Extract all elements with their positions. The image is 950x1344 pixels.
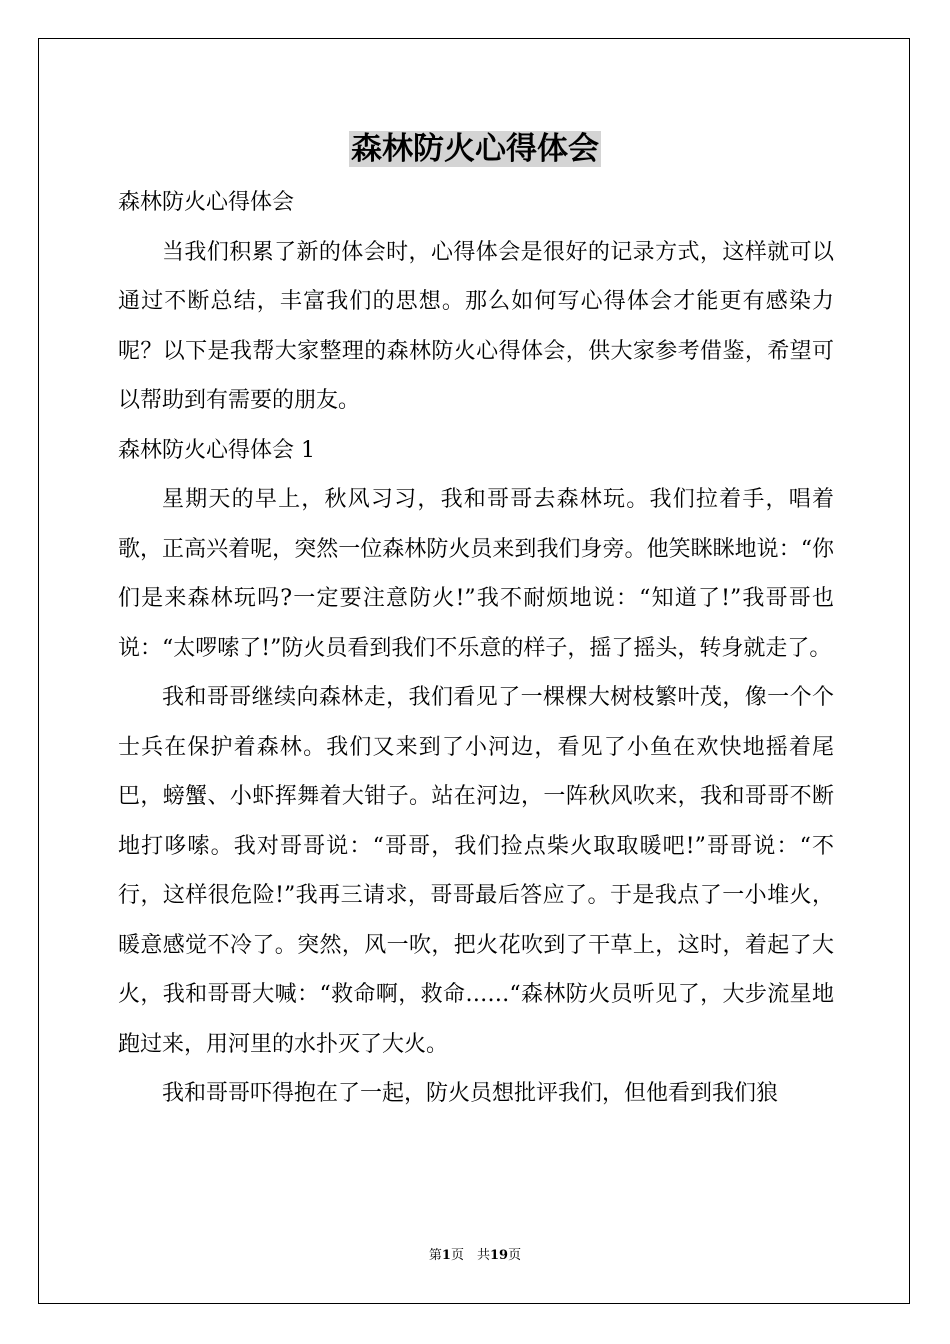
page-number-prefix: 第 xyxy=(428,1248,442,1263)
page-number-mid: 页 共 xyxy=(450,1248,490,1263)
paragraph: 星期天的早上，秋风习习，我和哥哥去森林玩。我们拉着手，唱着歌，正高兴着呢，突然一位森林防火员来到我们身旁。他笑眯眯地说：“你们是来森林玩吗?一定要注意防火!”我不耐烦地说：“知道了!”我哥哥也说：“太啰嗦了!”防火员看到我们不乐意的样子，摇了摇头，转身就走了。 xyxy=(118,487,834,661)
document-title-text: 森林防火心得体会 xyxy=(351,131,599,167)
paragraph: 我和哥哥继续向森林走，我们看见了一棵棵大树枝繁叶茂，像一个个士兵在保护着森林。我们又来到了小河边，看见了小鱼在欢快地摇着尾巴，螃蟹、小虾挥舞着大钳子。站在河边，一阵秋风吹来，我和哥哥不断地打哆嗦。我对哥哥说：“哥哥，我们捡点柴火取取暖吧!”哥哥说：“不行，这样很危险!”我再三请求，哥哥最后答应了。于是我点了一小堆火，暖意感觉不冷了。突然，风一吹，把火花吹到了干草上，这时，着起了大火，我和哥哥大喊：“救命啊，救命……“森林防火员听见了，大步流星地跑过来，用河里的水扑灭了大火。 xyxy=(118,685,834,1057)
document-body xyxy=(118,178,834,1119)
page-number-current: 1 xyxy=(441,1248,451,1263)
page-number-total: 19 xyxy=(489,1248,509,1263)
page-number-suffix: 页 xyxy=(508,1248,522,1263)
paragraph-intro: 当我们积累了新的体会时，心得体会是很好的记录方式，这样就可以通过不断总结，丰富我们的思想。那么如何写心得体会才能更有感染力呢？以下是我帮大家整理的森林防火心得体会，供大家参考借鉴，希望可以帮助到有需要的朋友。 xyxy=(118,239,834,413)
page-footer xyxy=(0,1246,950,1266)
section-heading: 森林防火心得体会 1 xyxy=(118,437,315,463)
document-subtitle: 森林防火心得体会 xyxy=(118,190,295,215)
document-title xyxy=(0,128,950,170)
paragraph: 我和哥哥吓得抱在了一起，防火员想批评我们，但他看到我们狼 xyxy=(162,1081,779,1106)
